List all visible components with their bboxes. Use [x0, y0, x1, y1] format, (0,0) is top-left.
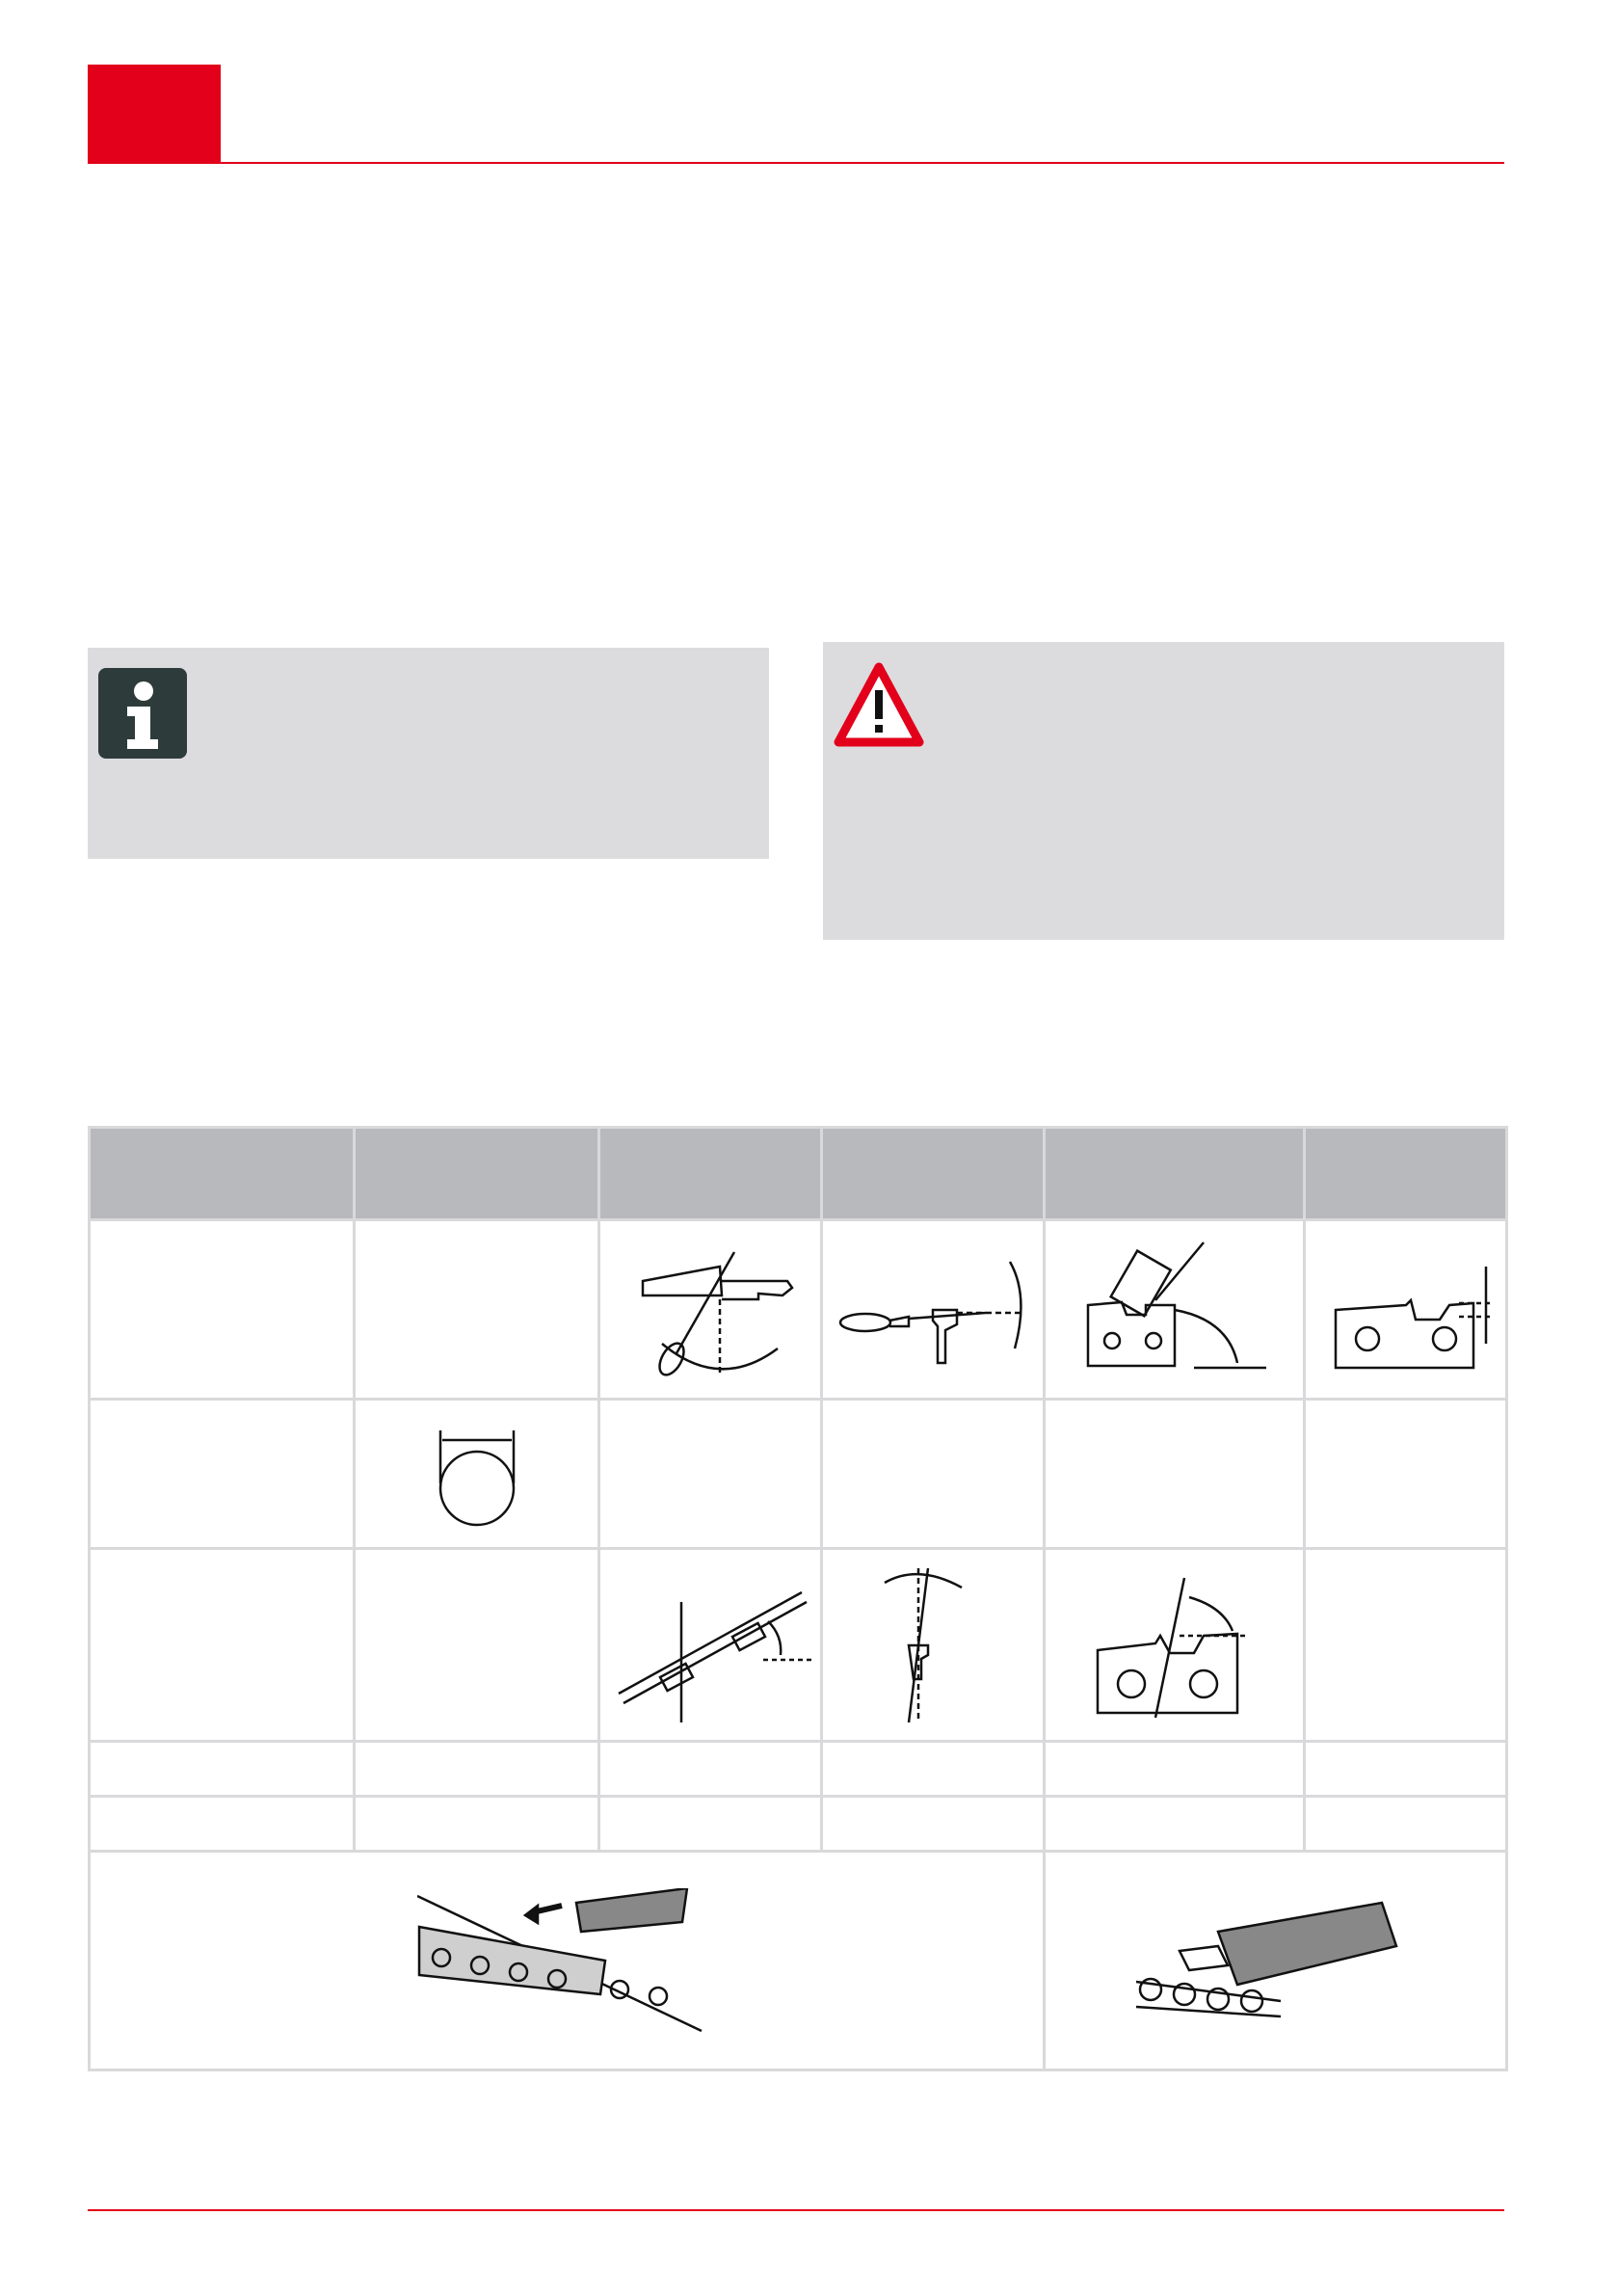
- table-cell: [90, 1797, 355, 1852]
- table-cell: [1045, 1797, 1305, 1852]
- header-cell: [599, 1128, 822, 1220]
- header-cell: [822, 1128, 1045, 1220]
- header-cell: [1045, 1128, 1305, 1220]
- warning-triangle-icon: [833, 661, 925, 750]
- depth-gauge-height-diagram: [1314, 1238, 1498, 1382]
- table-cell: [355, 1742, 599, 1797]
- table-cell: [355, 1549, 599, 1742]
- table-row: [90, 1797, 1507, 1852]
- info-note-box: [88, 648, 769, 859]
- table-row: [90, 1400, 1507, 1549]
- table-cell: [355, 1797, 599, 1852]
- table-cell: [1045, 1220, 1305, 1400]
- table-cell: [822, 1549, 1045, 1742]
- table-cell: [355, 1220, 599, 1400]
- table-header-row: [90, 1128, 1507, 1220]
- table-cell: [1045, 1852, 1507, 2070]
- section-marker: [88, 65, 221, 164]
- table-cell: [1305, 1797, 1507, 1852]
- depth-gauge-file-illustration: [1131, 1893, 1420, 2028]
- header-rule: [88, 162, 1504, 164]
- table-cell: [90, 1549, 355, 1742]
- table-cell: [822, 1742, 1045, 1797]
- warning-note-box: [823, 642, 1504, 940]
- header-cell: [355, 1128, 599, 1220]
- header-cell: [90, 1128, 355, 1220]
- table-cell: [90, 1742, 355, 1797]
- chain-spec-table: [88, 1126, 1508, 2071]
- table-cell: [599, 1549, 822, 1742]
- table-cell: [1045, 1742, 1305, 1797]
- table-cell: [822, 1220, 1045, 1400]
- table-cell: [599, 1742, 822, 1797]
- side-plate-angle-diagram: [875, 1559, 991, 1732]
- table-cell: [1305, 1220, 1507, 1400]
- table-cell: [1305, 1400, 1507, 1549]
- chain-filing-guide-illustration: [417, 1888, 716, 2033]
- file-tilt-diagram: [832, 1238, 1034, 1382]
- table-cell: [1045, 1400, 1305, 1549]
- table-row: [90, 1549, 1507, 1742]
- table-cell: [599, 1400, 822, 1549]
- file-diameter-diagram: [429, 1416, 525, 1532]
- table-row: [90, 1220, 1507, 1400]
- table-cell: [599, 1220, 822, 1400]
- table-cell: [599, 1797, 822, 1852]
- table-cell: [822, 1797, 1045, 1852]
- table-cell: [355, 1400, 599, 1549]
- table-cell: [90, 1852, 1045, 2070]
- header-cell: [1305, 1128, 1507, 1220]
- table-row: [90, 1742, 1507, 1797]
- cutter-angle-diagram: [1078, 1559, 1271, 1732]
- table-cell: [90, 1400, 355, 1549]
- table-row: [90, 1852, 1507, 2070]
- info-icon: [98, 668, 187, 759]
- depth-gauge-tool-diagram: [1069, 1233, 1281, 1387]
- footer-rule: [88, 2209, 1504, 2211]
- table-cell: [90, 1220, 355, 1400]
- table-cell: [822, 1400, 1045, 1549]
- table-cell: [1305, 1742, 1507, 1797]
- table-cell: [1305, 1549, 1507, 1742]
- top-plate-filing-angle-diagram: [609, 1563, 811, 1727]
- table-cell: [1045, 1549, 1305, 1742]
- file-angle-diagram: [614, 1238, 807, 1382]
